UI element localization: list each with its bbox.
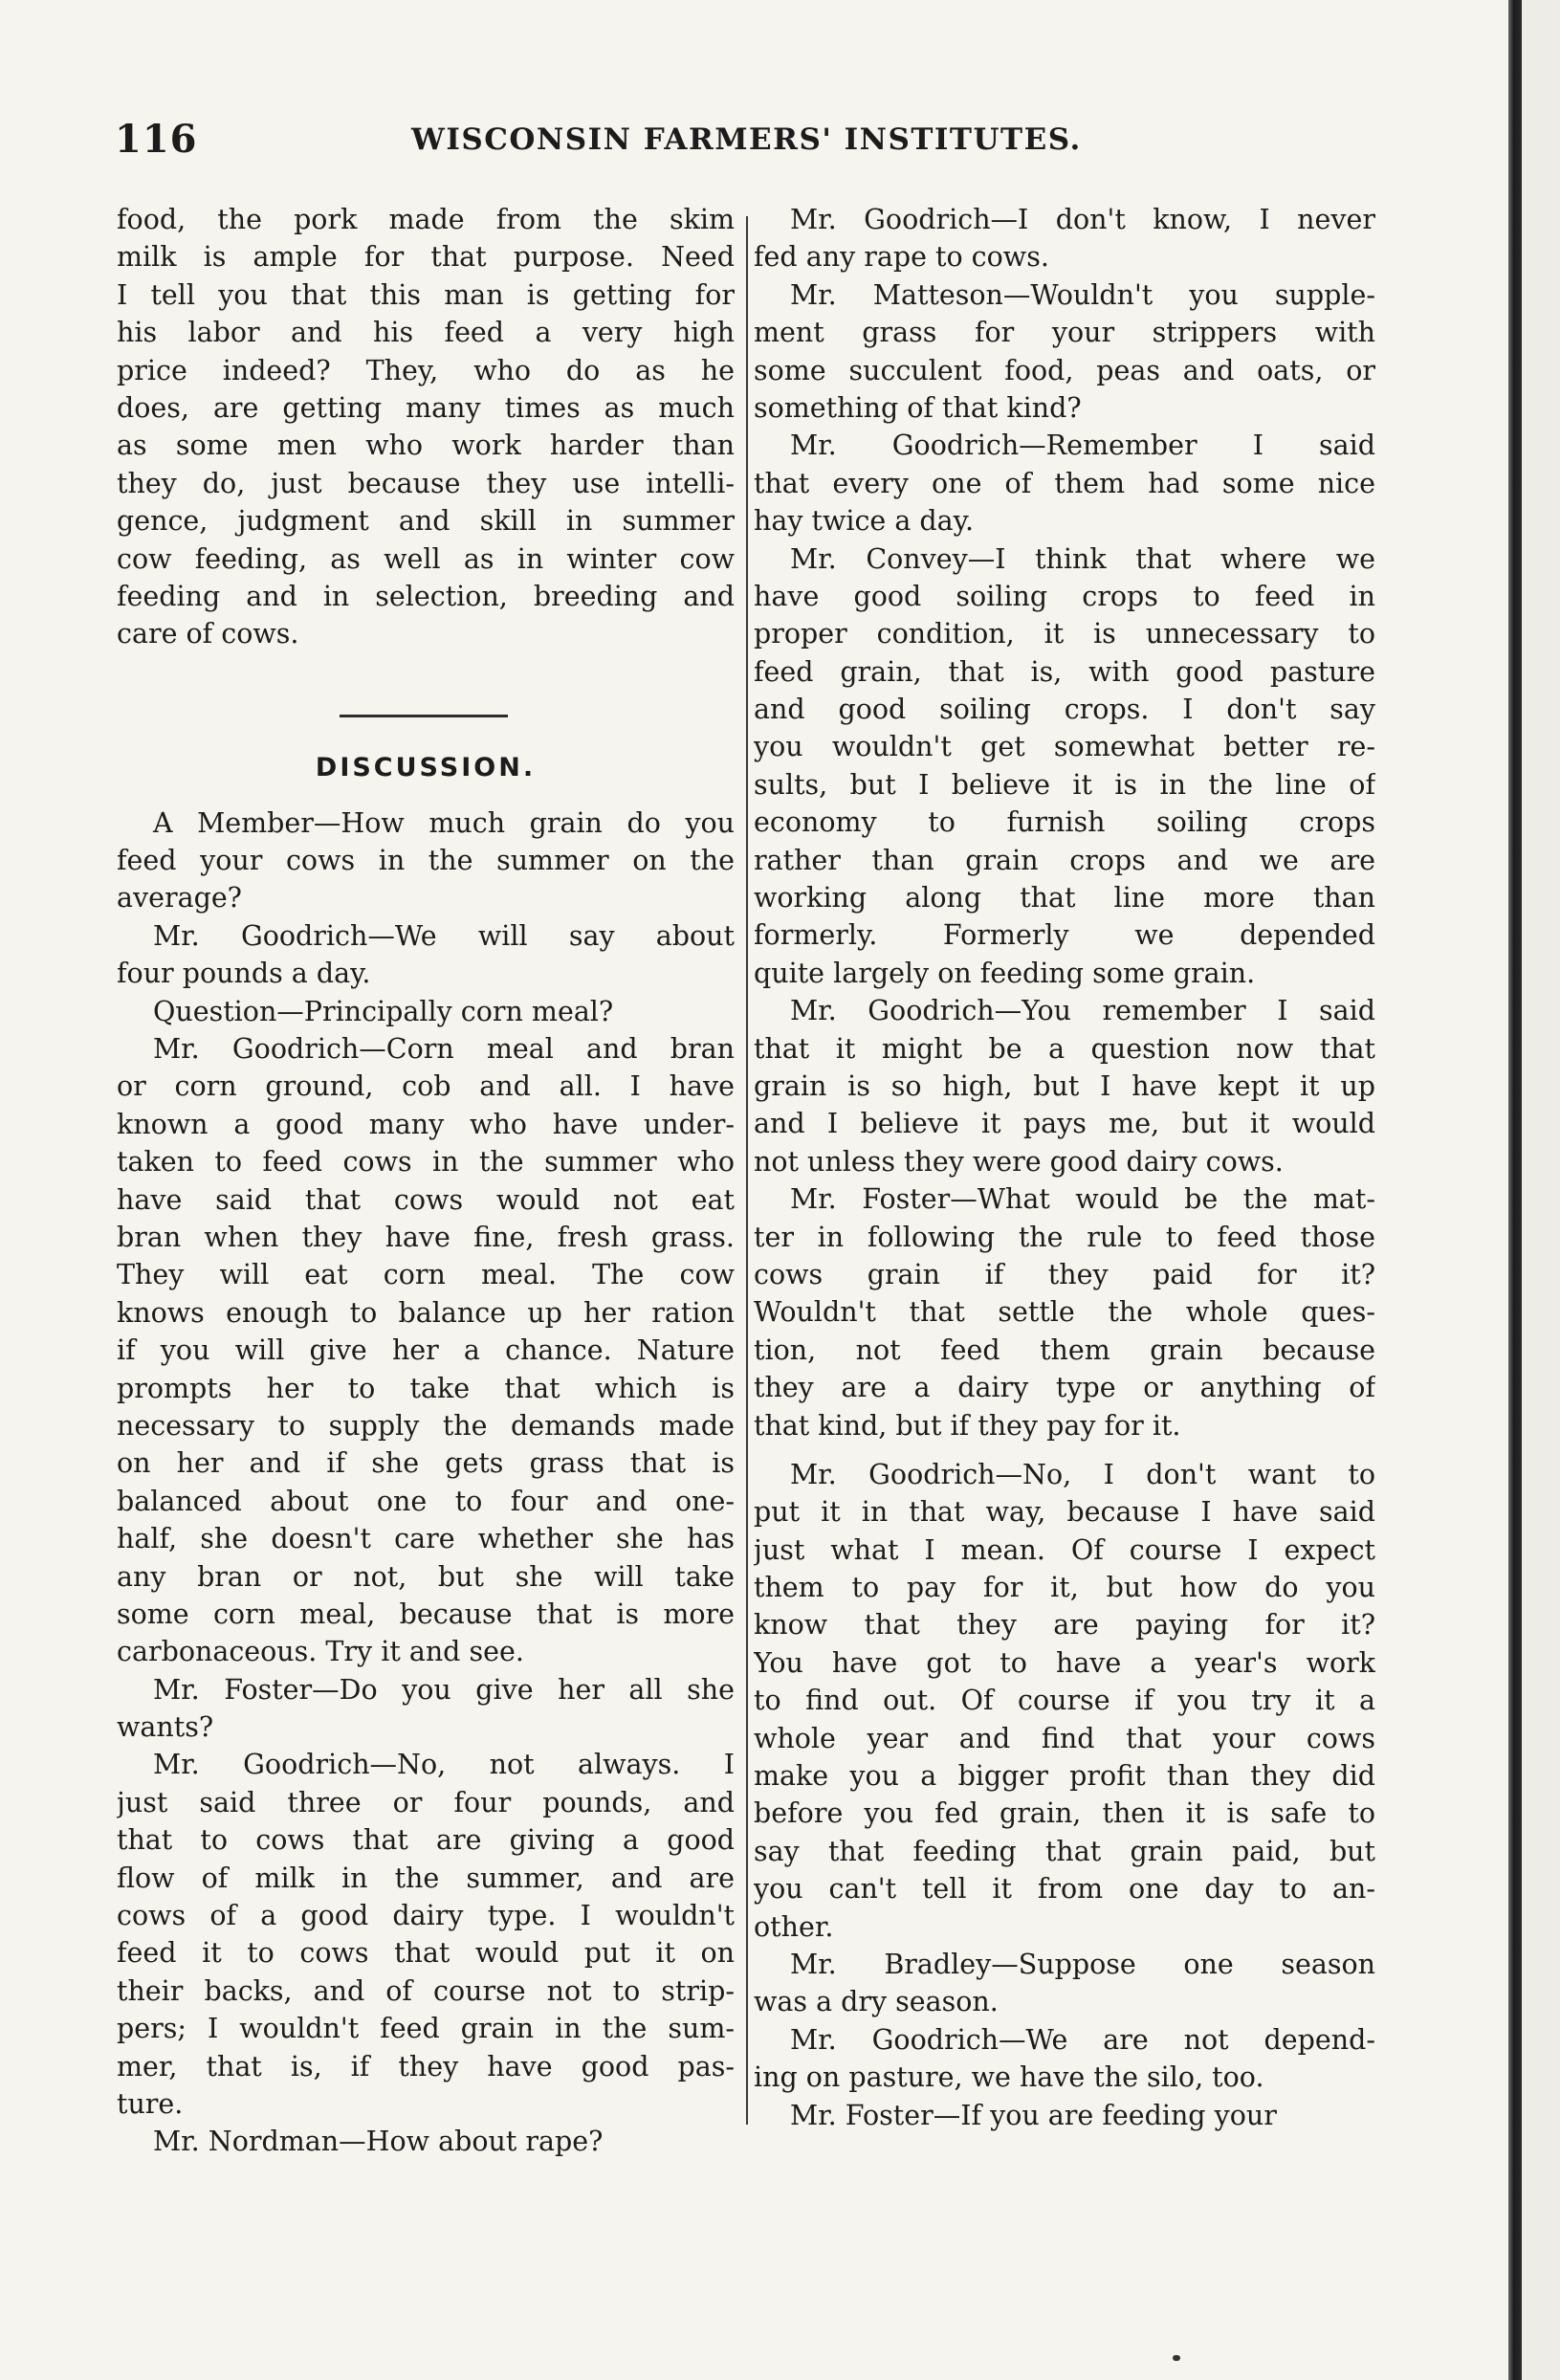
text-line: Question—Principally corn meal?	[153, 995, 614, 1027]
intro-paragraph	[117, 201, 735, 653]
discussion-paragraph	[117, 917, 735, 993]
text-line: some corn meal, because that is more	[117, 1598, 735, 1630]
text-line: as some men who work harder than	[117, 430, 735, 462]
text-line: proper condition, it is unnecessary to	[754, 618, 1375, 650]
text-line: fed any rape to cows.	[754, 241, 1049, 274]
text-line: Mr. Goodrich—No, not always. I	[153, 1749, 735, 1781]
text-line: Mr. Goodrich—Remember I said	[790, 430, 1375, 462]
text-line: four pounds a day.	[117, 958, 371, 990]
text-line: quite largely on feeding some grain.	[754, 957, 1256, 989]
text-line: knows enough to balance up her ration	[117, 1296, 735, 1329]
text-line: hay twice a day.	[754, 505, 975, 538]
running-head: WISCONSIN FARMERS' INSTITUTES.	[411, 122, 1082, 157]
text-line: have said that cows would not eat	[117, 1183, 735, 1216]
text-line: gence, judgment and skill in summer	[117, 505, 735, 538]
text-line: just said three or four pounds, and	[117, 1786, 735, 1818]
discussion-right	[754, 201, 1375, 2134]
text-line: and good soiling crops. I don't say	[754, 694, 1375, 726]
discussion-paragraph	[754, 1946, 1375, 2021]
text-line: before you fed grain, then it is safe to	[754, 1797, 1375, 1830]
text-line: Mr. Bradley—Suppose one season	[790, 1948, 1375, 1980]
discussion-paragraph	[754, 276, 1375, 428]
text-line: ment grass for your strippers with	[754, 317, 1375, 349]
text-line: balanced about one to four and one-	[117, 1485, 735, 1517]
text-line: Mr. Goodrich—No, I don't want to	[790, 1458, 1375, 1490]
text-line: they are a dairy type or anything of	[754, 1372, 1375, 1404]
text-line: some succulent food, peas and oats, or	[754, 354, 1375, 386]
text-line: flow of milk in the summer, and are	[117, 1862, 735, 1894]
discussion-paragraph	[117, 1671, 735, 1747]
text-line: not unless they were good dairy cows.	[754, 1145, 1284, 1178]
discussion-paragraph	[754, 2097, 1375, 2134]
text-line: Mr. Foster—Do you give her all she	[153, 1673, 735, 1706]
discussion-paragraph	[117, 2123, 735, 2160]
text-line: cows grain if they paid for it?	[754, 1258, 1375, 1290]
text-line: to find out. Of course if you try it a	[754, 1685, 1375, 1717]
text-line: any bran or not, but she will take	[117, 1560, 735, 1593]
page-margin	[1522, 0, 1560, 2380]
text-line: that to cows that are giving a good	[117, 1824, 735, 1857]
section-rule-wrap	[117, 653, 735, 749]
text-line: Mr. Goodrich—We will say about	[153, 919, 735, 952]
text-line: food, the pork made from the skim	[117, 204, 735, 235]
text-line: know that they are paying for it?	[754, 1609, 1375, 1642]
discussion-paragraph	[754, 1456, 1375, 1946]
text-line: Mr. Goodrich—Corn meal and bran	[153, 1033, 735, 1066]
text-line: Mr. Foster—What would be the mat-	[790, 1183, 1375, 1216]
book-gutter-edge	[1508, 0, 1522, 2380]
text-line: A Member—How much grain do you	[153, 806, 735, 839]
text-line: necessary to supply the demands made	[117, 1409, 735, 1442]
text-line: taken to feed cows in the summer who	[117, 1146, 735, 1179]
text-line: Mr. Goodrich—I don't know, I never	[790, 204, 1375, 235]
text-line: sults, but I believe it is in the line of	[754, 768, 1375, 801]
text-line: cows of a good dairy type. I wouldn't	[117, 1900, 735, 1932]
text-line: known a good many who have under-	[117, 1108, 735, 1140]
text-line: milk is ample for that purpose. Need	[117, 241, 735, 274]
text-line: working along that line more than	[754, 882, 1375, 915]
text-line: feed it to cows that would put it on	[117, 1937, 735, 1970]
discussion-paragraph	[117, 804, 735, 917]
text-line: something of that kind?	[754, 391, 1082, 424]
text-line: just what I mean. Of course I expect	[754, 1533, 1375, 1566]
discussion-paragraph	[754, 201, 1375, 276]
text-line: on her and if she gets grass that is	[117, 1447, 735, 1480]
text-line: They will eat corn meal. The cow	[117, 1259, 735, 1291]
text-line: You have got to have a year's work	[754, 1646, 1375, 1679]
discussion-paragraph	[754, 992, 1375, 1180]
text-line: ture.	[117, 2087, 184, 2120]
text-line: you wouldn't get somewhat better re-	[754, 731, 1375, 763]
text-line: his labor and his feed a very high	[117, 317, 735, 349]
text-line: put it in that way, because I have said	[754, 1496, 1375, 1529]
text-line: Mr. Nordman—How about rape?	[153, 2126, 604, 2158]
text-line: was a dry season.	[754, 1986, 999, 2018]
text-line: and I believe it pays me, but it would	[754, 1108, 1375, 1140]
text-line: feeding and in selection, breeding and	[117, 580, 735, 612]
text-line: ter in following the rule to feed those	[754, 1221, 1375, 1253]
discussion-paragraph	[754, 540, 1375, 993]
text-line: their backs, and of course not to strip-	[117, 1974, 735, 2007]
discussion-paragraph	[117, 1030, 735, 1671]
text-line: you can't tell it from one day to an-	[754, 1873, 1375, 1906]
text-line: carbonaceous. Try it and see.	[117, 1636, 524, 1668]
text-line: Mr. Goodrich—We are not depend-	[790, 2023, 1375, 2056]
discussion-paragraph	[117, 1746, 735, 2123]
text-line: care of cows.	[117, 618, 299, 650]
text-line: pers; I wouldn't feed grain in the sum-	[117, 2013, 735, 2045]
text-line: they do, just because they use intelli-	[117, 467, 735, 499]
text-line: does, are getting many times as much	[117, 391, 735, 424]
text-line: have good soiling crops to feed in	[754, 580, 1375, 612]
text-line: that every one of them had some nice	[754, 467, 1375, 499]
discussion-paragraph	[754, 427, 1375, 540]
text-line: Mr. Matteson—Wouldn't you supple-	[790, 278, 1375, 311]
text-line: mer, that is, if they have good pas-	[117, 2050, 735, 2082]
text-line: bran when they have fine, fresh grass.	[117, 1221, 735, 1253]
text-line: half, she doesn't care whether she has	[117, 1523, 735, 1555]
discussion-paragraph	[754, 2021, 1375, 2097]
text-line: prompts her to take that which is	[117, 1372, 735, 1404]
text-line: cow feeding, as well as in winter cow	[117, 542, 735, 575]
section-heading: DISCUSSION.	[315, 752, 537, 782]
column-divider	[746, 216, 748, 2125]
discussion-paragraph	[754, 1180, 1375, 1444]
text-line: or corn ground, cob and all. I have	[117, 1070, 735, 1103]
text-line: whole year and find that your cows	[754, 1722, 1375, 1754]
text-line: I tell you that this man is getting for	[117, 278, 735, 311]
text-line: Wouldn't that settle the whole ques-	[754, 1296, 1375, 1329]
right-column	[754, 201, 1375, 2134]
text-line: other.	[754, 1910, 834, 1943]
text-line: that kind, but if they pay for it.	[754, 1409, 1181, 1442]
text-line: them to pay for it, but how do you	[754, 1572, 1375, 1604]
text-line: that it might be a question now that	[754, 1032, 1375, 1065]
text-line: if you will give her a chance. Nature	[117, 1334, 735, 1367]
text-line: Mr. Convey—I think that where we	[790, 542, 1375, 575]
text-line: ing on pasture, we have the silo, too.	[754, 2061, 1264, 2094]
text-line: Mr. Foster—If you are feeding your	[790, 2099, 1277, 2131]
discussion-paragraph	[117, 993, 735, 1030]
text-line: wants?	[117, 1711, 214, 1744]
section-rule	[340, 715, 508, 717]
text-line: economy to furnish soiling crops	[754, 806, 1375, 839]
discussion-left	[117, 804, 735, 2161]
page-number: 116	[115, 117, 198, 162]
text-line: feed grain, that is, with good pasture	[754, 655, 1375, 688]
page-header	[115, 117, 1406, 165]
text-line: formerly. Formerly we depended	[754, 919, 1375, 952]
left-column	[117, 201, 735, 2161]
text-line: price indeed? They, who do as he	[117, 354, 735, 386]
text-line: feed your cows in the summer on the	[117, 845, 735, 877]
text-line: grain is so high, but I have kept it up	[754, 1069, 1375, 1102]
text-line: Mr. Goodrich—You remember I said	[790, 995, 1375, 1027]
text-line: make you a bigger profit than they did	[754, 1760, 1375, 1793]
text-line: say that feeding that grain paid, but	[754, 1835, 1375, 1867]
text-line: rather than grain crops and we are	[754, 844, 1375, 876]
ink-speck	[1173, 2355, 1180, 2361]
text-line: average?	[117, 882, 242, 915]
text-line: tion, not feed them grain because	[754, 1333, 1375, 1366]
